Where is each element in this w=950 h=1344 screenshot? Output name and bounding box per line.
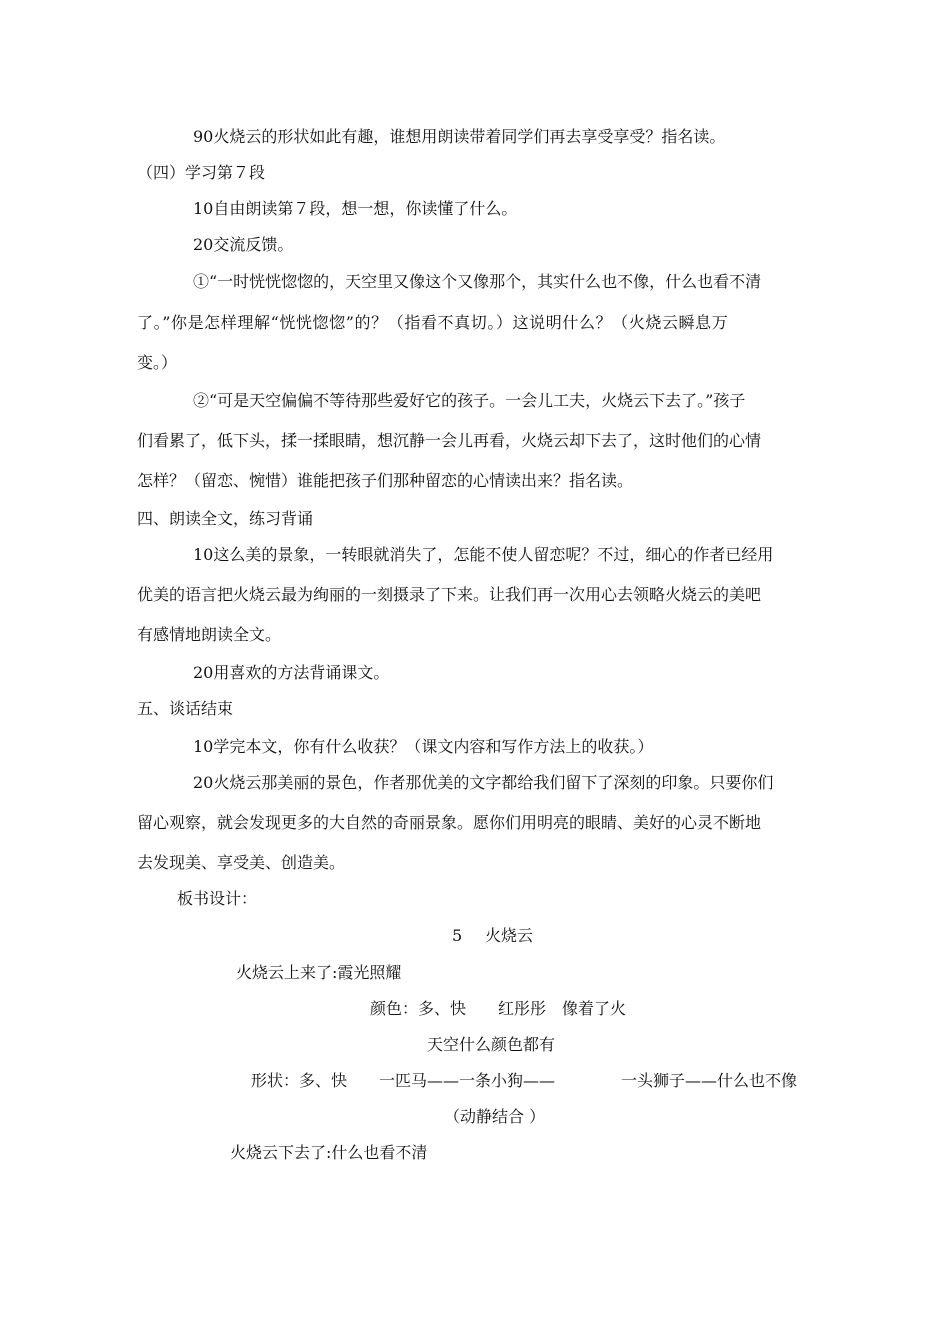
paragraph-line: 10学完本文，你有什么收获？（课文内容和写作方法上的收获。） (193, 737, 654, 756)
section-heading: 五、谈话结束 (137, 699, 234, 718)
paragraph-line: 20用喜欢的方法背诵课文。 (193, 663, 390, 682)
board-line: （动静结合 ） (444, 1107, 546, 1126)
paragraph-line: 20交流反馈。 (193, 235, 294, 254)
paragraph-line: 了。”你是怎样理解“恍恍惚惚”的？（指看不真切。）这说明什么？（火烧云瞬息万 (137, 313, 729, 332)
board-lesson-number: 5 (452, 926, 463, 945)
paragraph-line: ①“一时恍恍惚惚的，天空里又像这个又像那个，其实什么也不像，什么也看不清 (193, 272, 762, 291)
board-line: 一头狮子——什么也不像 (621, 1071, 798, 1090)
paragraph-line: 20火烧云那美丽的景色，作者那优美的文字都给我们留下了深刻的印象。只要你们 (193, 773, 774, 792)
board-line: 火烧云上来了:霞光照耀 (236, 963, 402, 982)
board-line: 形状：多、快 一匹马——一条小狗—— (251, 1071, 556, 1090)
paragraph-line: 去发现美、享受美、创造美。 (137, 853, 346, 872)
paragraph-line: 10这么美的景象，一转眼就消失了，怎能不使人留恋呢？不过，细心的作者已经用 (193, 545, 774, 564)
paragraph-line: 优美的语言把火烧云最为绚丽的一刻摄录了下来。让我们再一次用心去领略火烧云的美吧 (137, 585, 762, 604)
board-line: 颜色：多、快 红彤彤 像着了火 (370, 999, 627, 1018)
board-line: 火烧云下去了:什么也看不清 (230, 1143, 428, 1162)
board-title: 火烧云 (485, 926, 534, 945)
paragraph-line: 变。） (137, 353, 178, 372)
paragraph-line: 90火烧云的形状如此有趣，谁想用朗读带着同学们再去享受享受？指名读。 (193, 127, 726, 146)
board-line: 天空什么颜色都有 (427, 1035, 556, 1054)
section-heading: 四、朗读全文，练习背诵 (137, 509, 314, 528)
board-design-label: 板书设计： (177, 889, 258, 908)
paragraph-line: 留心观察，就会发现更多的大自然的奇丽景象。愿你们用明亮的眼睛、美好的心灵不断地 (137, 813, 762, 832)
paragraph-line: 10自由朗读第７段，想一想，你读懂了什么。 (193, 199, 518, 218)
section-heading: （四）学习第７段 (137, 163, 266, 182)
paragraph-line: 有感情地朗读全文。 (137, 625, 282, 644)
paragraph-line: 们看累了，低下头，揉一揉眼睛，想沉静一会儿再看，火烧云却下去了，这时他们的心情 (137, 431, 762, 450)
paragraph-line: ②“可是天空偏偏不等待那些爱好它的孩子。一会儿工夫，火烧云下去了。”孩子 (193, 391, 746, 410)
paragraph-line: 怎样？（留恋、惋惜）谁能把孩子们那种留恋的心情读出来？指名读。 (137, 471, 634, 490)
